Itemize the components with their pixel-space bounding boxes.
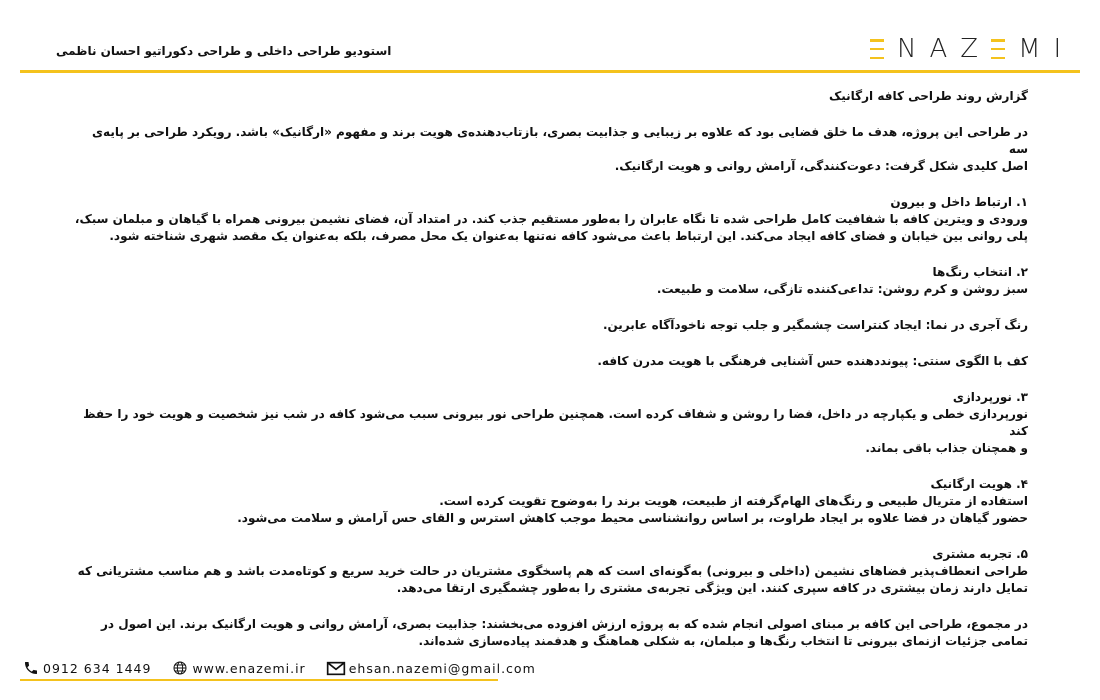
logo-letter: I — [1053, 34, 1062, 64]
studio-name: استودیو طراحی داخلی و طراحی دکوراتیو احسان ناظمی — [56, 44, 392, 58]
section-line: استفاده از متریال طبیعی و رنگ‌های الهام‌گرفته از طبیعت، هویت برند را به‌وضوح تقویت کرده است. — [439, 494, 1028, 508]
section-line: پلی روانی بین خیابان و فضای کافه ایجاد می‌کند. این ارتباط باعث می‌شود کافه نه‌تنها به‌عنوان یک محل مصرف، بلکه به‌عنوان یک مقصد شهری شناخته شود. — [109, 229, 1028, 243]
section-line: کف با الگوی سنتی: پیونددهنده حس آشنایی فرهنگی با هویت مدرن کافه. — [597, 354, 1028, 368]
section-heading: ۴. هویت ارگانیک — [930, 477, 1028, 491]
section-line: تمایل دارند زمان بیشتری در کافه سپری کنند. این ویژگی تجربه‌ی مشتری را به‌طور چشمگیری ارتقا می‌دهد. — [396, 581, 1028, 595]
conclusion-line: در مجموع، طراحی این کافه بر مبنای اصولی انجام شده که به پروژه ارزش افزوده می‌بخشند: جذابیت بصری، آرامش روانی و هویت ارگانیک برند. این اصول در — [100, 617, 1028, 631]
logo-letter-e — [991, 39, 1005, 59]
brand-logo — [870, 34, 1061, 64]
document-title: گزارش روند طراحی کافه ارگانیک — [828, 89, 1028, 103]
section-line: رنگ آجری در نما: ایجاد کنتراست چشمگیر و جلب توجه ناخودآگاه عابرین. — [602, 318, 1028, 332]
website-link[interactable]: www.enazemi.ir — [192, 660, 306, 676]
section-line: سبز روشن و کرم روشن: تداعی‌کننده تازگی، سلامت و طبیعت. — [656, 282, 1028, 296]
phone-number: 0912 634 1449 — [43, 660, 152, 676]
phone-contact[interactable] — [22, 660, 151, 676]
logo-letter-e — [870, 39, 884, 59]
email-contact[interactable] — [326, 661, 536, 676]
logo-letter: Z — [960, 34, 979, 64]
website-contact[interactable] — [171, 660, 305, 676]
section-heading: ۳. نورپردازی — [952, 390, 1028, 404]
section-line: و همچنان جذاب باقی بماند. — [865, 441, 1028, 455]
section-heading: ۲. انتخاب رنگ‌ها — [932, 265, 1028, 279]
section-line: حضور گیاهان در فضا علاوه بر ایجاد طراوت، بر اساس روانشناسی محیط موجب کاهش استرس و القای حس آرامش و سلامت می‌شود. — [237, 511, 1028, 525]
phone-icon — [22, 660, 40, 676]
intro-line: اصل کلیدی شکل گرفت: دعوت‌کنندگی، آرامش روانی و هویت ارگانیک. — [614, 159, 1028, 173]
document-body — [70, 88, 1028, 650]
contact-footer — [22, 660, 556, 676]
logo-letter: M — [1018, 34, 1041, 64]
footer-divider — [20, 679, 498, 681]
header-divider — [20, 70, 1080, 73]
logo-letter: N — [897, 34, 917, 64]
envelope-icon — [326, 661, 346, 676]
intro-line: در طراحی این پروژه، هدف ما خلق فضایی بود که علاوه بر زیبایی و جذابیت بصری، بازتاب‌دهنده‌ی هویت برند و مفهوم «ارگانیک» باشد. رویکرد طراحی بر پایه‌ی سه — [92, 125, 1028, 156]
section-line: طراحی انعطاف‌پذیر فضاهای نشیمن (داخلی و بیرونی) به‌گونه‌ای است که هم پاسخگوی مشتریان در حالت خرید سریع و کوتاه‌مدت باشد و هم مناسب مشتریانی که — [77, 564, 1028, 578]
section-heading: ۵. تجربه مشتری — [932, 547, 1028, 561]
logo-letter: A — [929, 34, 948, 64]
section-heading: ۱. ارتباط داخل و بیرون — [890, 195, 1028, 209]
conclusion-line: تمامی جزئیات ازنمای بیرونی تا انتخاب رنگ‌ها و مبلمان، به شکلی هماهنگ و هدفمند پیاده‌سازی شده‌اند. — [418, 634, 1028, 648]
email-address[interactable]: ehsan.nazemi@gmail.com — [348, 660, 536, 676]
section-line: ورودی و ویترین کافه با شفافیت کامل طراحی شده تا نگاه عابران را به‌طور مستقیم جذب کند. در امتداد آن، فضای نشیمن بیرونی همراه با گیاهان و مبلمان سبک، — [74, 212, 1028, 226]
globe-icon — [171, 660, 189, 676]
section-line: نورپردازی خطی و یکپارچه در داخل، فضا را روشن و شفاف کرده است. همچنین طراحی نور بیرونی سبب می‌شود کافه در شب نیز شخصیت و هویت خود را حفظ کند — [83, 407, 1028, 438]
